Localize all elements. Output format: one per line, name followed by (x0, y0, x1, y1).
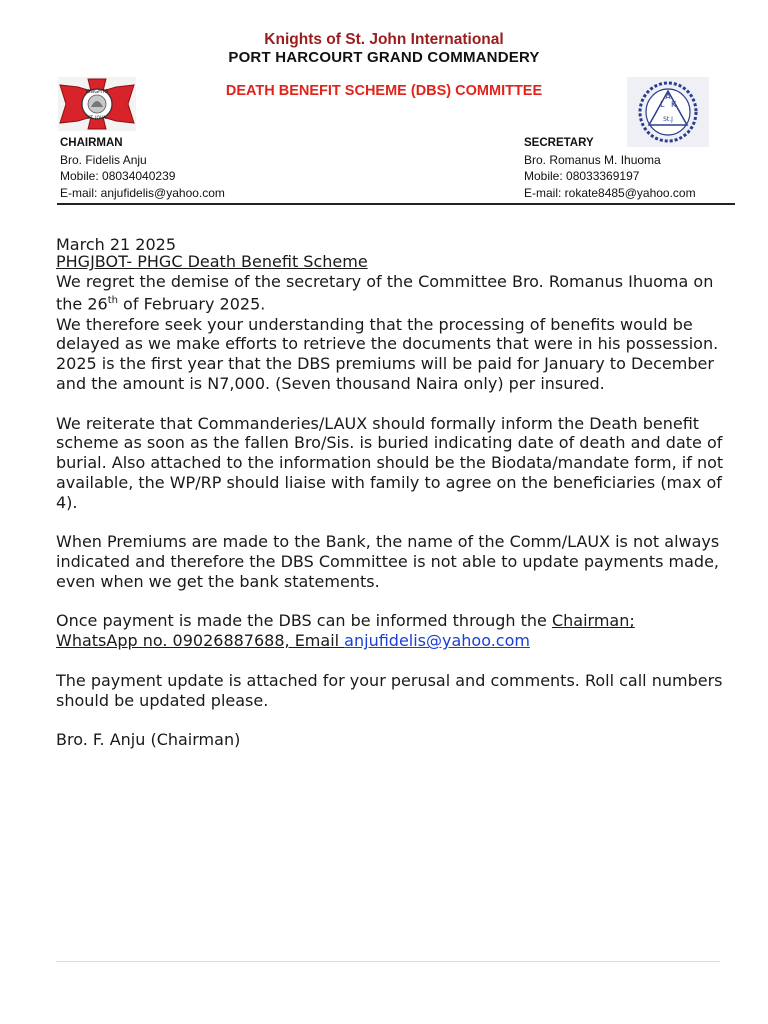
chairman-name: Bro. Fidelis Anju (60, 152, 147, 167)
right-logo-stj: St.J (663, 116, 673, 123)
paragraph-delay: We therefore seek your understanding that the processing of benefits would be delayed as we make efforts to retrieve the documents that were in his possession. (56, 314, 719, 354)
secretary-role: SECRETARY (524, 137, 594, 149)
secretary-contact-block (524, 135, 696, 201)
letter-subject: PHGJBOT- PHGC Death Benefit Scheme (56, 251, 368, 271)
committee-title: DEATH BENEFIT SCHEME (DBS) COMMITTEE (225, 83, 543, 99)
chairman-email-link[interactable]: anjufidelis@yahoo.com (344, 631, 530, 651)
letter-date-line (56, 232, 726, 252)
paragraph-demise (56, 272, 726, 315)
whatsapp-contact: WhatsApp no. 09026887688, Email (56, 631, 345, 651)
paragraph-bank: When Premiums are made to the Bank, the name of the Comm/LAUX is not always indicated and therefore the DBS Committee is not able to update payments made, even when we get the bank statements. (56, 532, 720, 591)
org-name: Knights of St. John International (264, 31, 504, 48)
left-logo-top-text: KNIGHTS (85, 89, 109, 95)
header-divider (57, 203, 735, 205)
right-logo-letter-a: A (665, 92, 671, 101)
letter-body (56, 232, 726, 750)
paragraph-premium: 2025 is the first year that the DBS premiums will be paid for January to December and the amount is N7,000. (Seven thousand Naira only) per insured. (56, 354, 714, 393)
secretary-mobile: Mobile: 08033369197 (524, 169, 640, 183)
chairman-contact-block (60, 135, 225, 201)
ordinal-suffix: th (107, 295, 118, 307)
chairman-mobile: Mobile: 08034040239 (60, 169, 176, 183)
secretary-name: Bro. Romanus M. Ihuoma (524, 152, 661, 167)
paragraph-contact-text: Once payment is made the DBS can be informed through the (56, 611, 552, 631)
paragraph-update: The payment update is attached for your perusal and comments. Roll call numbers should be updated please. (56, 670, 723, 710)
paragraph-inform: We reiterate that Commanderies/LAUX should formally inform the Death benefit scheme as soon as the fallen Bro/Sis. is buried indicating date of death and date of burial. Also attached to the information should be the Biodata/mandate form, if not available, the WP/RP should liaise with family to agree on the beneficiaries (max of 4). (56, 413, 724, 512)
footer-divider (56, 961, 720, 962)
commandery-title: PORT HARCOURT GRAND COMMANDERY (228, 49, 540, 66)
signoff: Bro. F. Anju (Chairman) (56, 730, 241, 750)
left-logo-bottom-text: ST. JOHN (87, 116, 107, 121)
paragraph-demise-text: We regret the demise of the secretary of the Committee Bro. Romanus Ihuoma on the 26 (56, 271, 714, 314)
paragraph-demise-tail: of February 2025. (117, 294, 266, 314)
chairman-role: CHAIRMAN (60, 137, 123, 149)
knights-cross-emblem-icon (58, 77, 136, 131)
right-logo-letter-l: L (660, 100, 665, 109)
letter-date: March 21 2025 (56, 235, 177, 252)
chairman-contact-link: Chairman; (551, 611, 635, 631)
paragraph-contact (56, 611, 726, 651)
right-logo-letter-k: K (671, 100, 677, 109)
chairman-email: E-mail: anjufidelis@yahoo.com (60, 185, 225, 200)
secretary-email: E-mail: rokate8485@yahoo.com (524, 185, 696, 200)
